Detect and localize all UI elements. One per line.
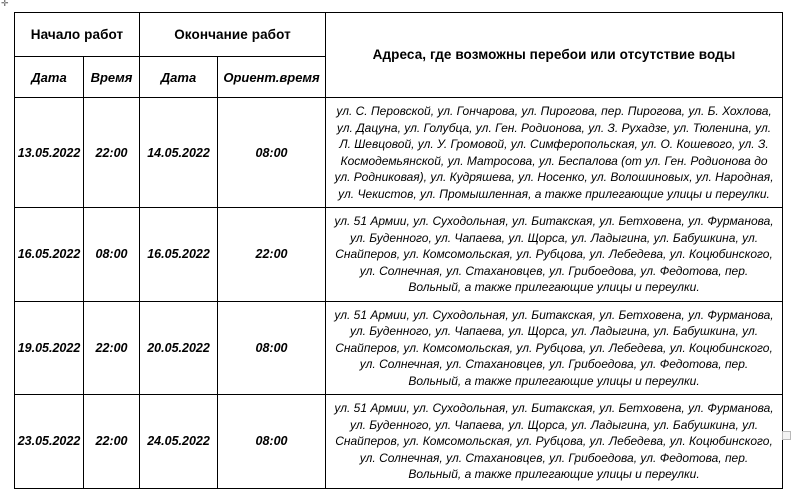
cell-start-date: 13.05.2022 (15, 98, 84, 208)
table-move-handle-icon[interactable]: ✛ (1, 0, 9, 9)
header-end-date: Дата (140, 57, 218, 98)
cell-end-date: 14.05.2022 (140, 98, 218, 208)
cell-addresses: ул. С. Перовской, ул. Гончарова, ул. Пирогова, пер. Пирогова, ул. Б. Хохлова, ул. Дацуна, ул. Голубца, ул. Ген. Родионова, ул. З. Рухадзе, ул. Тюленина, ул. Л. Шевцовой, ул. У. Громовой, ул. Симферопольская, ул. О. Кошевого, ул. З. Космодемьянской, ул. Матросова, ул. Беспалова (от ул. Ген. Родионова до ул. Родниковая), ул. Кудряшева, ул. Носенко, ул. Волошиновых, ул. Народная, ул. Чекистов, ул. Промышленная, а также прилегающие улицы и переулки. (326, 98, 783, 208)
table-row (15, 301, 783, 395)
cell-end-time: 08:00 (218, 301, 326, 395)
header-addresses: Адреса, где возможны перебои или отсутствие воды (326, 13, 783, 98)
cell-start-time: 08:00 (84, 208, 140, 302)
header-end-time-approx: Ориент.время (218, 57, 326, 98)
table-row (15, 395, 783, 489)
cell-end-date: 16.05.2022 (140, 208, 218, 302)
cell-start-time: 22:00 (84, 98, 140, 208)
cell-end-date: 24.05.2022 (140, 395, 218, 489)
header-start-time: Время (84, 57, 140, 98)
table-row (15, 98, 783, 208)
outage-schedule-table (14, 12, 783, 489)
header-end-works: Окончание работ (140, 13, 326, 57)
header-start-date: Дата (15, 57, 84, 98)
cell-start-time: 22:00 (84, 395, 140, 489)
cell-end-time: 22:00 (218, 208, 326, 302)
header-start-works: Начало работ (15, 13, 140, 57)
cell-addresses: ул. 51 Армии, ул. Суходольная, ул. Битакская, ул. Бетховена, ул. Фурманова, ул. Буденного, ул. Чапаева, ул. Щорса, ул. Ладыгина, ул. Бабушкина, ул. Снайперов, ул. Комсомольская, ул. Рубцова, ул. Лебедева, ул. Коцюбинского, ул. Солнечная, ул. Стахановцев, ул. Грибоедова, ул. Федотова, пер. Вольный, а также прилегающие улицы и переулки. (326, 395, 783, 489)
table-row (15, 208, 783, 302)
cell-end-time: 08:00 (218, 395, 326, 489)
cell-start-date: 23.05.2022 (15, 395, 84, 489)
table-header-group-row (15, 13, 783, 57)
cell-addresses: ул. 51 Армии, ул. Суходольная, ул. Битакская, ул. Бетховена, ул. Фурманова, ул. Буденного, ул. Чапаева, ул. Щорса, ул. Ладыгина, ул. Бабушкина, ул. Снайперов, ул. Комсомольская, ул. Рубцова, ул. Лебедева, ул. Коцюбинского, ул. Солнечная, ул. Стахановцев, ул. Грибоедова, ул. Федотова, пер. Вольный, а также прилегающие улицы и переулки. (326, 301, 783, 395)
cell-start-date: 16.05.2022 (15, 208, 84, 302)
cell-start-date: 19.05.2022 (15, 301, 84, 395)
cell-end-date: 20.05.2022 (140, 301, 218, 395)
cell-end-time: 08:00 (218, 98, 326, 208)
cell-start-time: 22:00 (84, 301, 140, 395)
cell-addresses: ул. 51 Армии, ул. Суходольная, ул. Битакская, ул. Бетховена, ул. Фурманова, ул. Буденного, ул. Чапаева, ул. Щорса, ул. Ладыгина, ул. Бабушкина, ул. Снайперов, ул. Комсомольская, ул. Рубцова, ул. Лебедева, ул. Коцюбинского, ул. Солнечная, ул. Стахановцев, ул. Грибоедова, ул. Федотова, пер. Вольный, а также прилегающие улицы и переулки. (326, 208, 783, 302)
table-resize-handle[interactable] (782, 431, 791, 440)
